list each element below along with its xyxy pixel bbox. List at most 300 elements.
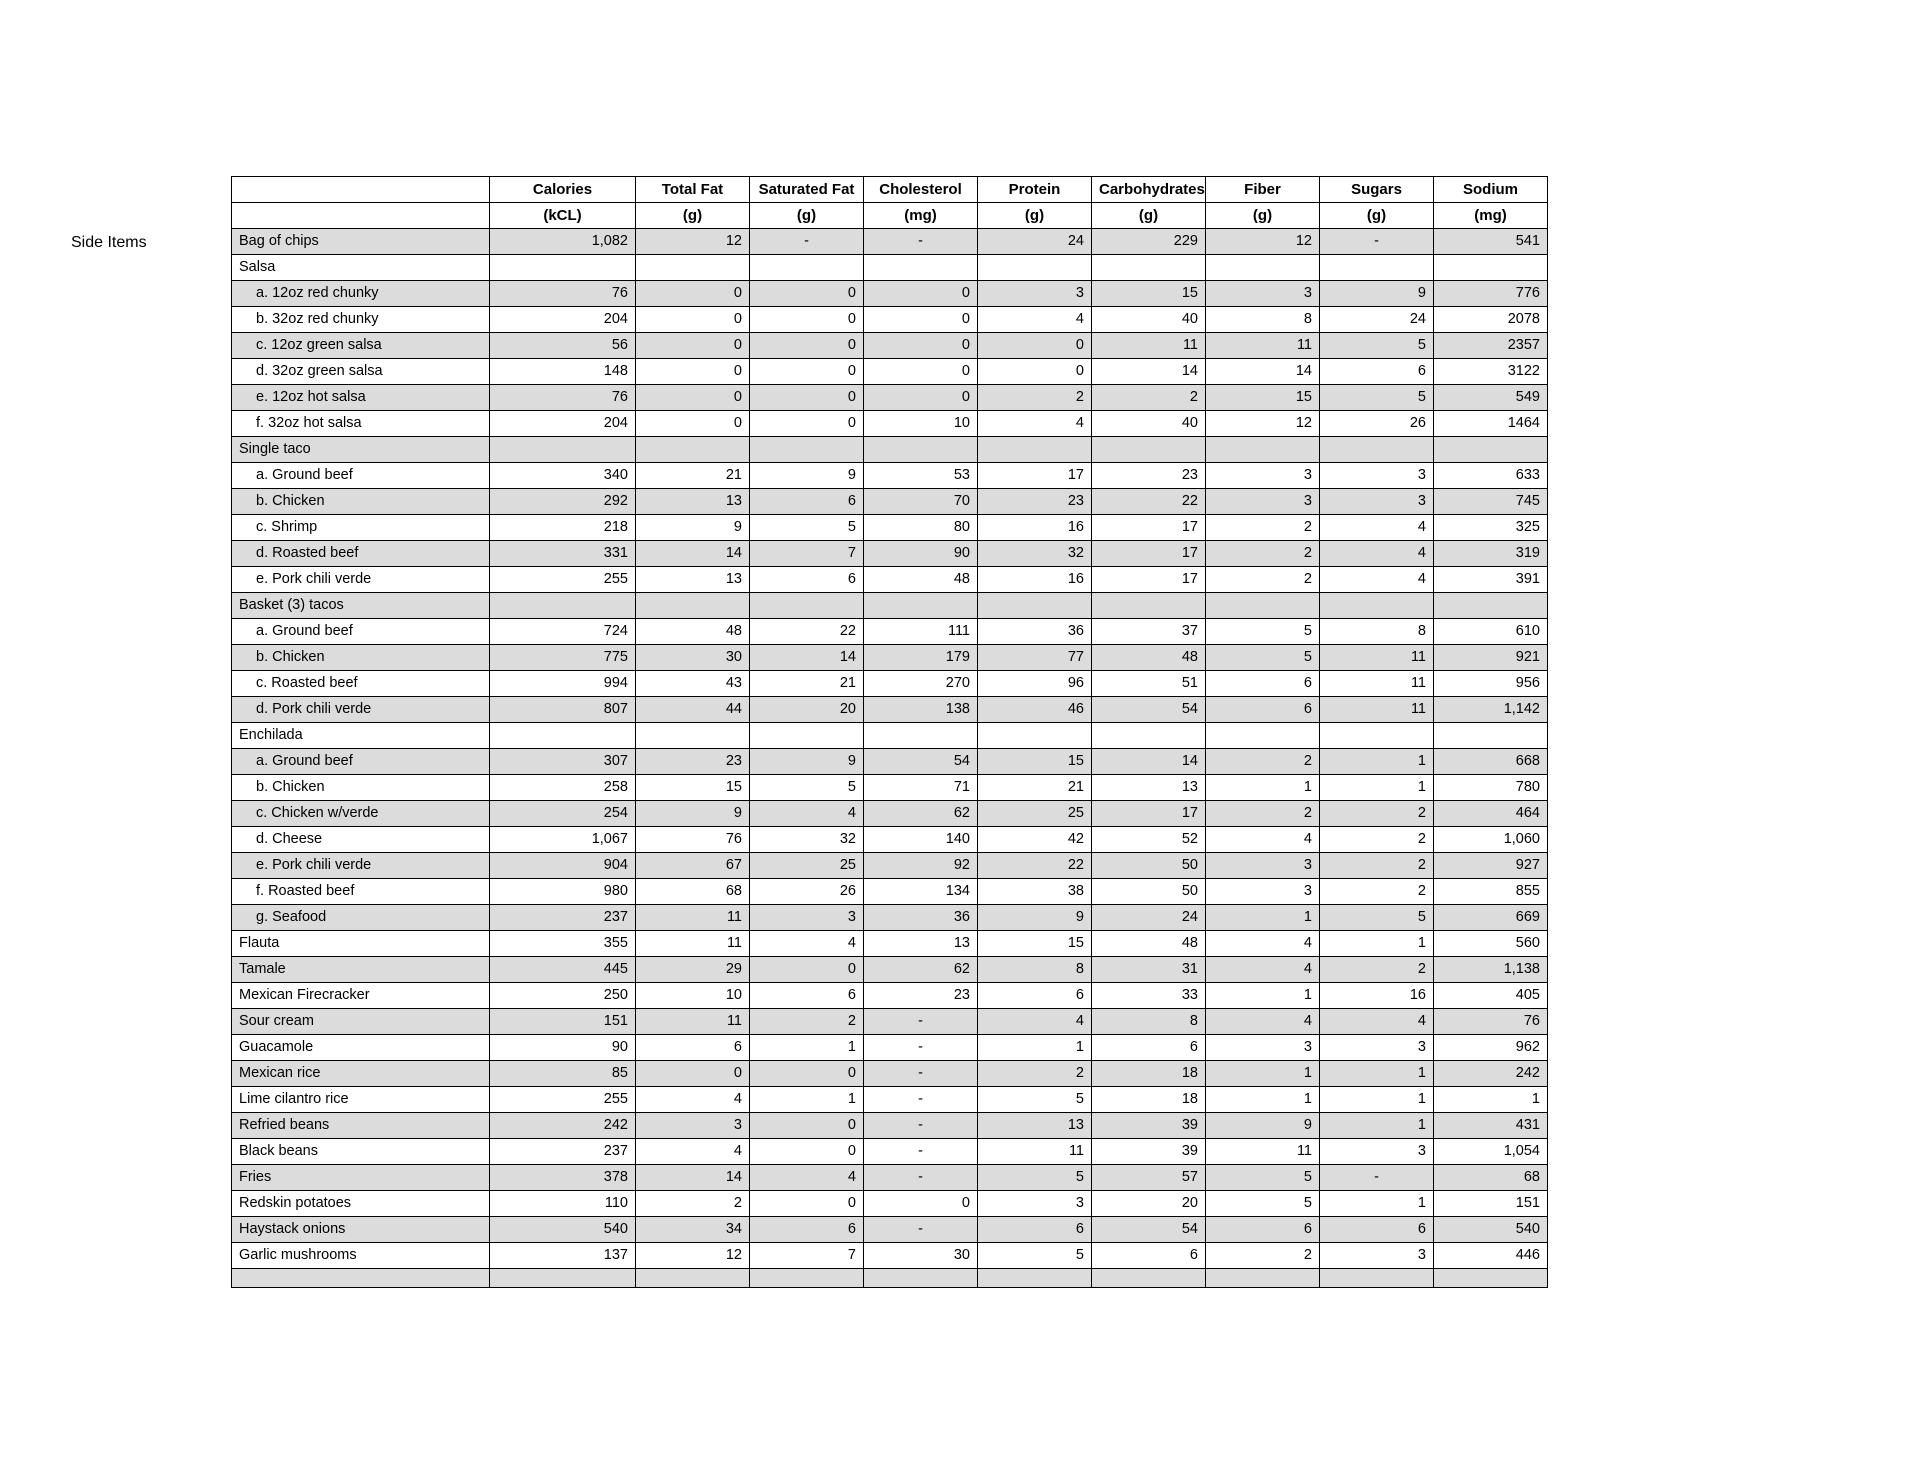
table-cell: 10 xyxy=(636,983,750,1009)
table-cell: 6 xyxy=(750,567,864,593)
table-body xyxy=(232,229,1548,1288)
table-row xyxy=(232,229,1548,255)
table-cell: 48 xyxy=(1092,645,1206,671)
table-cell: 8 xyxy=(1092,1009,1206,1035)
table-cell-empty xyxy=(978,1269,1092,1288)
table-cell: 7 xyxy=(750,1243,864,1269)
table-cell: 20 xyxy=(750,697,864,723)
column-unit-8: (g) xyxy=(1320,203,1434,229)
table-cell: 1 xyxy=(1320,775,1434,801)
table-cell: 0 xyxy=(636,281,750,307)
table-cell: 151 xyxy=(490,1009,636,1035)
table-cell: 3 xyxy=(978,1191,1092,1217)
item-name: Garlic mushrooms xyxy=(232,1243,490,1269)
table-cell: 15 xyxy=(1092,281,1206,307)
table-cell: 610 xyxy=(1434,619,1548,645)
table-cell: 9 xyxy=(636,801,750,827)
table-cell: 2 xyxy=(636,1191,750,1217)
table-cell: 0 xyxy=(750,411,864,437)
table-cell xyxy=(1206,255,1320,281)
table-cell: 250 xyxy=(490,983,636,1009)
table-cell: 29 xyxy=(636,957,750,983)
table-cell: 11 xyxy=(636,1009,750,1035)
table-row xyxy=(232,359,1548,385)
table-row xyxy=(232,931,1548,957)
table-cell: 0 xyxy=(750,281,864,307)
table-cell: 52 xyxy=(1092,827,1206,853)
table-cell xyxy=(636,437,750,463)
table-cell: 8 xyxy=(1206,307,1320,333)
column-unit-5: (g) xyxy=(978,203,1092,229)
table-cell: 12 xyxy=(1206,411,1320,437)
item-name: Mexican Firecracker xyxy=(232,983,490,1009)
table-cell xyxy=(750,593,864,619)
table-cell: 48 xyxy=(636,619,750,645)
table-cell: 14 xyxy=(1092,359,1206,385)
table-cell: 4 xyxy=(1320,541,1434,567)
table-row xyxy=(232,1087,1548,1113)
table-cell xyxy=(978,437,1092,463)
table-cell: 0 xyxy=(636,411,750,437)
table-cell xyxy=(1092,255,1206,281)
table-cell: 4 xyxy=(1206,1009,1320,1035)
table-cell: 927 xyxy=(1434,853,1548,879)
table-cell: 2 xyxy=(1206,749,1320,775)
table-cell: 42 xyxy=(978,827,1092,853)
table-cell: - xyxy=(864,1009,978,1035)
table-cell: - xyxy=(864,1087,978,1113)
table-cell: 76 xyxy=(1434,1009,1548,1035)
table-cell: 4 xyxy=(1206,957,1320,983)
table-cell: 0 xyxy=(636,385,750,411)
table-cell: 70 xyxy=(864,489,978,515)
table-cell: 776 xyxy=(1434,281,1548,307)
table-cell: 4 xyxy=(1206,827,1320,853)
table-cell: 32 xyxy=(978,541,1092,567)
table-cell: 6 xyxy=(750,489,864,515)
table-cell: 16 xyxy=(978,567,1092,593)
table-cell: 4 xyxy=(750,1165,864,1191)
table-row xyxy=(232,437,1548,463)
table-cell: 855 xyxy=(1434,879,1548,905)
table-cell: 21 xyxy=(750,671,864,697)
column-header-6: Carbohydrates xyxy=(1092,177,1206,203)
column-header-7: Fiber xyxy=(1206,177,1320,203)
table-cell: 0 xyxy=(636,333,750,359)
table-cell: 325 xyxy=(1434,515,1548,541)
table-cell: 17 xyxy=(1092,515,1206,541)
table-cell: 0 xyxy=(750,1191,864,1217)
table-cell: 237 xyxy=(490,905,636,931)
table-cell xyxy=(1092,723,1206,749)
table-row-empty xyxy=(232,1269,1548,1288)
table-cell: 1 xyxy=(1320,1061,1434,1087)
table-cell: 76 xyxy=(490,281,636,307)
item-name: d. Cheese xyxy=(232,827,490,853)
item-name: d. 32oz green salsa xyxy=(232,359,490,385)
table-cell: 50 xyxy=(1092,853,1206,879)
table-cell xyxy=(1434,593,1548,619)
table-cell: 1464 xyxy=(1434,411,1548,437)
table-row xyxy=(232,853,1548,879)
table-cell: 3 xyxy=(1320,1243,1434,1269)
table-row xyxy=(232,1165,1548,1191)
table-cell: 1 xyxy=(978,1035,1092,1061)
table-cell: 668 xyxy=(1434,749,1548,775)
table-cell: 1 xyxy=(1320,1087,1434,1113)
table-cell xyxy=(1092,437,1206,463)
table-row xyxy=(232,671,1548,697)
table-cell: 21 xyxy=(636,463,750,489)
table-row xyxy=(232,723,1548,749)
table-row xyxy=(232,1217,1548,1243)
table-cell: 1 xyxy=(1206,775,1320,801)
table-cell: 340 xyxy=(490,463,636,489)
table-cell: 4 xyxy=(1320,567,1434,593)
table-cell xyxy=(490,437,636,463)
table-cell: 3 xyxy=(1206,281,1320,307)
table-cell-empty xyxy=(1434,1269,1548,1288)
item-name: Refried beans xyxy=(232,1113,490,1139)
table-row xyxy=(232,957,1548,983)
table-cell: 57 xyxy=(1092,1165,1206,1191)
table-row xyxy=(232,775,1548,801)
table-cell: 980 xyxy=(490,879,636,905)
item-name: Redskin potatoes xyxy=(232,1191,490,1217)
table-cell: 33 xyxy=(1092,983,1206,1009)
table-cell: 80 xyxy=(864,515,978,541)
table-cell: 9 xyxy=(1206,1113,1320,1139)
table-cell: 6 xyxy=(636,1035,750,1061)
table-cell: 18 xyxy=(1092,1087,1206,1113)
table-cell: 3 xyxy=(1206,879,1320,905)
table-cell xyxy=(864,593,978,619)
table-cell: 137 xyxy=(490,1243,636,1269)
table-cell: 6 xyxy=(1206,671,1320,697)
table-row xyxy=(232,645,1548,671)
table-cell: 67 xyxy=(636,853,750,879)
table-cell: 1 xyxy=(1320,931,1434,957)
table-cell: 4 xyxy=(636,1087,750,1113)
table-cell: 5 xyxy=(978,1243,1092,1269)
table-cell: 319 xyxy=(1434,541,1548,567)
item-name: e. 12oz hot salsa xyxy=(232,385,490,411)
table-cell: 0 xyxy=(864,281,978,307)
table-cell: 46 xyxy=(978,697,1092,723)
table-row xyxy=(232,593,1548,619)
table-cell: 292 xyxy=(490,489,636,515)
table-cell: 90 xyxy=(490,1035,636,1061)
table-cell: 2 xyxy=(1320,853,1434,879)
table-cell: 2 xyxy=(1206,567,1320,593)
table-cell-empty xyxy=(1320,1269,1434,1288)
table-cell: 14 xyxy=(636,541,750,567)
table-cell: 0 xyxy=(750,1139,864,1165)
table-cell xyxy=(1092,593,1206,619)
table-cell: 90 xyxy=(864,541,978,567)
column-unit-2: (g) xyxy=(636,203,750,229)
table-cell: 3 xyxy=(1320,1035,1434,1061)
table-cell: 0 xyxy=(864,307,978,333)
table-cell: 30 xyxy=(636,645,750,671)
table-cell: 77 xyxy=(978,645,1092,671)
table-cell: 6 xyxy=(1206,697,1320,723)
table-cell: 56 xyxy=(490,333,636,359)
table-cell: 904 xyxy=(490,853,636,879)
table-cell: 1 xyxy=(1206,905,1320,931)
table-cell: 255 xyxy=(490,1087,636,1113)
table-cell: 0 xyxy=(750,957,864,983)
item-name: f. Roasted beef xyxy=(232,879,490,905)
table-cell-empty xyxy=(1206,1269,1320,1288)
table-cell: 22 xyxy=(1092,489,1206,515)
table-cell: 11 xyxy=(1320,671,1434,697)
table-cell: 15 xyxy=(636,775,750,801)
table-cell: 0 xyxy=(978,333,1092,359)
table-cell: 6 xyxy=(750,1217,864,1243)
column-unit-0 xyxy=(232,203,490,229)
item-name: Lime cilantro rice xyxy=(232,1087,490,1113)
table-cell: 5 xyxy=(978,1087,1092,1113)
item-name: a. Ground beef xyxy=(232,749,490,775)
table-cell: 4 xyxy=(1320,515,1434,541)
table-row xyxy=(232,619,1548,645)
table-cell xyxy=(750,255,864,281)
table-cell: 2078 xyxy=(1434,307,1548,333)
item-name: a. 12oz red chunky xyxy=(232,281,490,307)
table-cell xyxy=(1320,255,1434,281)
table-row xyxy=(232,1243,1548,1269)
table-cell: 1 xyxy=(1206,1087,1320,1113)
table-cell: 17 xyxy=(978,463,1092,489)
table-cell: 464 xyxy=(1434,801,1548,827)
table-cell: 24 xyxy=(1320,307,1434,333)
table-cell: 24 xyxy=(1092,905,1206,931)
table-cell: 6 xyxy=(1092,1035,1206,1061)
table-cell: 15 xyxy=(978,931,1092,957)
item-name: d. Pork chili verde xyxy=(232,697,490,723)
table-cell: 13 xyxy=(864,931,978,957)
table-cell: 0 xyxy=(864,333,978,359)
table-cell: 12 xyxy=(636,1243,750,1269)
table-cell: 1 xyxy=(1206,983,1320,1009)
table-cell: 405 xyxy=(1434,983,1548,1009)
table-cell: 1,060 xyxy=(1434,827,1548,853)
item-name: c. Chicken w/verde xyxy=(232,801,490,827)
table-cell: 3122 xyxy=(1434,359,1548,385)
table-cell: 16 xyxy=(1320,983,1434,1009)
table-cell xyxy=(1206,723,1320,749)
table-cell: 6 xyxy=(750,983,864,1009)
table-cell: 1 xyxy=(1320,1113,1434,1139)
item-name: b. Chicken xyxy=(232,489,490,515)
column-unit-3: (g) xyxy=(750,203,864,229)
table-cell: 0 xyxy=(978,359,1092,385)
table-cell: 0 xyxy=(864,385,978,411)
table-cell: 4 xyxy=(750,931,864,957)
table-cell-empty xyxy=(636,1269,750,1288)
table-cell-empty xyxy=(232,1269,490,1288)
table-cell: 13 xyxy=(636,567,750,593)
table-cell: 1 xyxy=(1206,1061,1320,1087)
table-cell: 151 xyxy=(1434,1191,1548,1217)
table-row xyxy=(232,1035,1548,1061)
table-cell: - xyxy=(750,229,864,255)
table-cell: 3 xyxy=(1206,489,1320,515)
table-cell: 2 xyxy=(1320,827,1434,853)
table-cell: 5 xyxy=(978,1165,1092,1191)
table-cell: 48 xyxy=(1092,931,1206,957)
column-unit-7: (g) xyxy=(1206,203,1320,229)
table-row xyxy=(232,697,1548,723)
column-header-5: Protein xyxy=(978,177,1092,203)
table-cell: 5 xyxy=(750,775,864,801)
item-name: Enchilada xyxy=(232,723,490,749)
table-cell: 5 xyxy=(1320,905,1434,931)
item-name: Sour cream xyxy=(232,1009,490,1035)
item-name: a. Ground beef xyxy=(232,463,490,489)
table-cell: 71 xyxy=(864,775,978,801)
table-cell: 96 xyxy=(978,671,1092,697)
table-cell: 5 xyxy=(1206,619,1320,645)
table-cell: 11 xyxy=(636,931,750,957)
table-cell xyxy=(1434,437,1548,463)
table-cell xyxy=(636,593,750,619)
table-cell: 242 xyxy=(490,1113,636,1139)
table-cell: 4 xyxy=(636,1139,750,1165)
table-cell: - xyxy=(1320,229,1434,255)
table-cell: 50 xyxy=(1092,879,1206,905)
table-cell: 4 xyxy=(750,801,864,827)
table-row xyxy=(232,463,1548,489)
table-cell: 23 xyxy=(1092,463,1206,489)
item-name: c. Shrimp xyxy=(232,515,490,541)
table-cell: 956 xyxy=(1434,671,1548,697)
table-cell: 11 xyxy=(1206,1139,1320,1165)
item-name: b. 32oz red chunky xyxy=(232,307,490,333)
table-cell: 0 xyxy=(864,359,978,385)
table-cell: 2 xyxy=(1206,801,1320,827)
column-unit-4: (mg) xyxy=(864,203,978,229)
table-cell: 745 xyxy=(1434,489,1548,515)
table-row xyxy=(232,983,1548,1009)
column-unit-1: (kCL) xyxy=(490,203,636,229)
table-cell: 32 xyxy=(750,827,864,853)
table-cell: 13 xyxy=(978,1113,1092,1139)
table-cell: 14 xyxy=(750,645,864,671)
table-cell: 30 xyxy=(864,1243,978,1269)
table-cell: 775 xyxy=(490,645,636,671)
table-cell: 807 xyxy=(490,697,636,723)
table-cell: 2 xyxy=(1320,801,1434,827)
table-cell: 540 xyxy=(490,1217,636,1243)
table-cell xyxy=(864,255,978,281)
table-cell: 9 xyxy=(1320,281,1434,307)
table-cell: 15 xyxy=(1206,385,1320,411)
table-cell: 110 xyxy=(490,1191,636,1217)
table-row xyxy=(232,749,1548,775)
table-cell: 2 xyxy=(750,1009,864,1035)
item-name: e. Pork chili verde xyxy=(232,853,490,879)
table-cell: - xyxy=(1320,1165,1434,1191)
table-cell: - xyxy=(864,1113,978,1139)
table-cell xyxy=(978,255,1092,281)
table-cell: 962 xyxy=(1434,1035,1548,1061)
table-row xyxy=(232,515,1548,541)
table-cell: 14 xyxy=(1206,359,1320,385)
item-name: Tamale xyxy=(232,957,490,983)
item-name: c. 12oz green salsa xyxy=(232,333,490,359)
table-cell: 0 xyxy=(750,1113,864,1139)
table-cell: 11 xyxy=(978,1139,1092,1165)
table-cell: 34 xyxy=(636,1217,750,1243)
table-cell: - xyxy=(864,1139,978,1165)
table-cell: 140 xyxy=(864,827,978,853)
table-cell: 391 xyxy=(1434,567,1548,593)
table-cell: 10 xyxy=(864,411,978,437)
table-row xyxy=(232,1191,1548,1217)
item-name: f. 32oz hot salsa xyxy=(232,411,490,437)
table-cell: 23 xyxy=(636,749,750,775)
table-cell: 0 xyxy=(750,333,864,359)
table-cell: 138 xyxy=(864,697,978,723)
table-cell: 541 xyxy=(1434,229,1548,255)
table-row xyxy=(232,307,1548,333)
table-cell: 2 xyxy=(1092,385,1206,411)
table-cell: 331 xyxy=(490,541,636,567)
table-cell: 4 xyxy=(978,307,1092,333)
table-row xyxy=(232,801,1548,827)
table-cell: 8 xyxy=(978,957,1092,983)
table-cell: 111 xyxy=(864,619,978,645)
table-cell: 0 xyxy=(636,307,750,333)
table-cell xyxy=(1320,437,1434,463)
table-cell: 7 xyxy=(750,541,864,567)
table-cell: 6 xyxy=(1320,1217,1434,1243)
table-cell: 40 xyxy=(1092,411,1206,437)
table-cell: 13 xyxy=(636,489,750,515)
item-name: Bag of chips xyxy=(232,229,490,255)
table-cell: 229 xyxy=(1092,229,1206,255)
table-cell: 3 xyxy=(1320,489,1434,515)
table-cell: 9 xyxy=(636,515,750,541)
item-name: d. Roasted beef xyxy=(232,541,490,567)
table-cell: 1 xyxy=(1320,1191,1434,1217)
table-cell xyxy=(1434,723,1548,749)
table-cell xyxy=(1320,723,1434,749)
table-cell xyxy=(864,723,978,749)
table-cell: 11 xyxy=(1320,697,1434,723)
table-cell: 254 xyxy=(490,801,636,827)
table-cell: 1 xyxy=(1320,749,1434,775)
table-cell-empty xyxy=(490,1269,636,1288)
table-cell: 179 xyxy=(864,645,978,671)
table-cell: 53 xyxy=(864,463,978,489)
table-cell xyxy=(636,255,750,281)
table-cell: 6 xyxy=(978,1217,1092,1243)
table-cell: 204 xyxy=(490,411,636,437)
table-cell: 40 xyxy=(1092,307,1206,333)
table-cell: 14 xyxy=(1092,749,1206,775)
table-cell: 2 xyxy=(1320,957,1434,983)
table-cell: 560 xyxy=(1434,931,1548,957)
column-header-1: Calories xyxy=(490,177,636,203)
item-name: Black beans xyxy=(232,1139,490,1165)
table-cell: 24 xyxy=(978,229,1092,255)
table-cell: 11 xyxy=(1320,645,1434,671)
table-cell-empty xyxy=(1092,1269,1206,1288)
item-name: Single taco xyxy=(232,437,490,463)
